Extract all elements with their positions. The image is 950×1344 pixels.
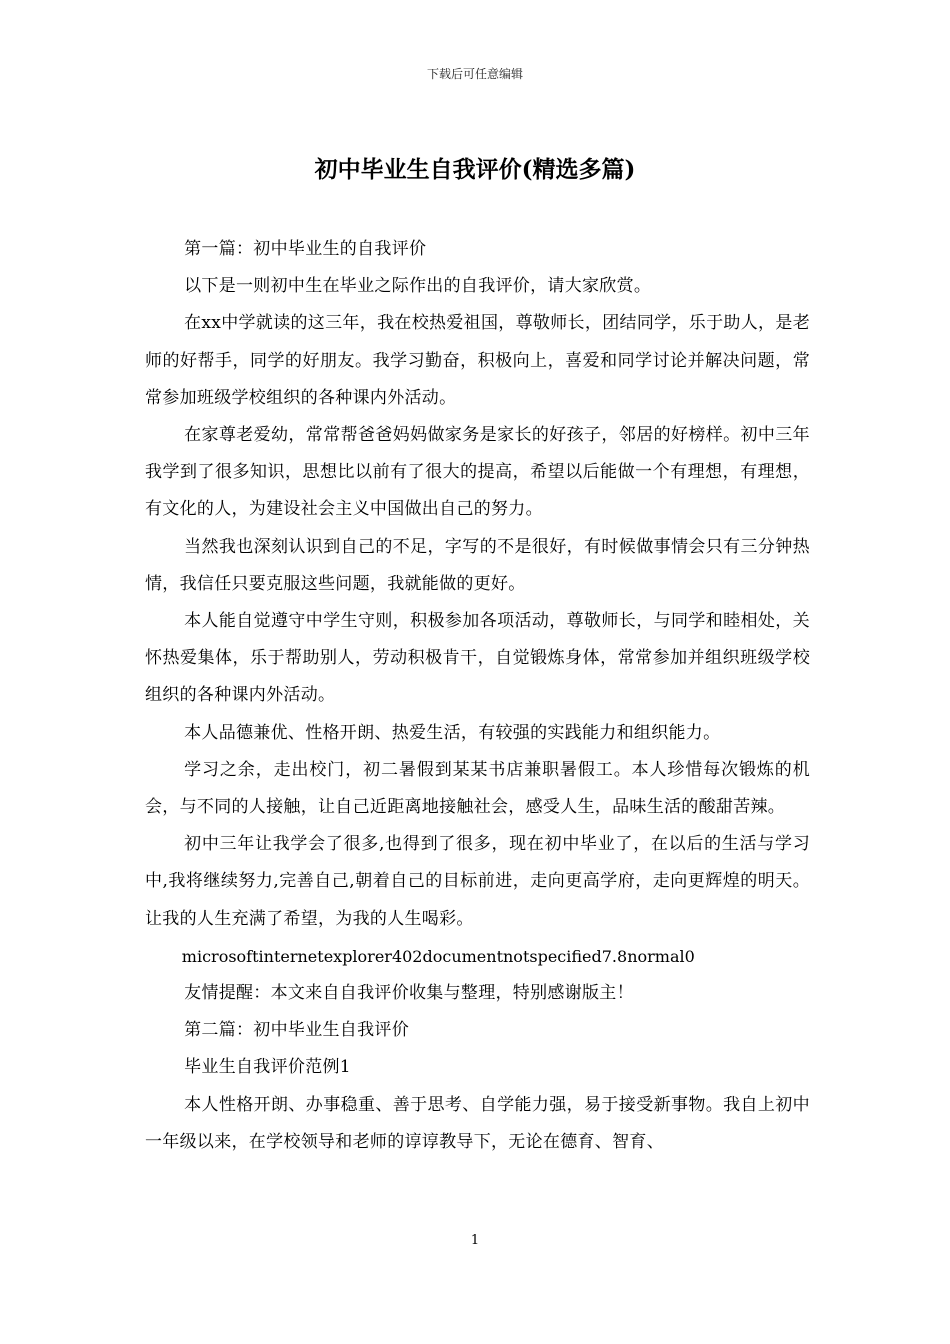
paragraph: 以下是一则初中生在毕业之际作出的自我评价，请大家欣赏。 bbox=[184, 276, 652, 297]
paragraph: 初中三年让我学会了很多,也得到了很多，现在初中毕业了，在以后的生活与学习中,我将继续努力,完善自己,朝着自己的目标前进，走向更高学府，走向更辉煌的明天。让我的人生充满了希望，为我的人生喝彩。 bbox=[145, 834, 810, 929]
paragraph: 本人能自觉遵守中学生守则，积极参加各项活动，尊敬师长，与同学和睦相处，关怀热爱集体，乐于帮助别人，劳动积极肯干，自觉锻炼身体，常常参加并组织班级学校组织的各种课内外活动。 bbox=[145, 611, 810, 706]
section-heading-2: 第二篇：初中毕业生自我评价 bbox=[184, 1020, 409, 1041]
section-heading-1: 第一篇：初中毕业生的自我评价 bbox=[184, 239, 427, 259]
paragraph: 本人性格开朗、办事稳重、善于思考、自学能力强，易于接受新事物。我自上初中一年级以来，在学校领导和老师的谆谆教导下，无论在德育、智育、 bbox=[145, 1094, 810, 1152]
page-number: 1 bbox=[470, 1233, 480, 1248]
paragraph: 学习之余，走出校门，初二暑假到某某书店兼职暑假工。本人珍惜每次锻炼的机会，与不同的人接触，让自己近距离地接触社会，感受人生，品味生活的酸甜苦辣。 bbox=[145, 759, 810, 818]
paragraph: 友情提醒：本文来自自我评价收集与整理，特别感谢版主！ bbox=[184, 983, 634, 1004]
sub-heading: 毕业生自我评价范例1 bbox=[184, 1057, 351, 1078]
paragraph-artifact-line: microsoftinternetexplorer402documentnotspecified7.8normal0 bbox=[181, 946, 695, 966]
paragraph: 本人品德兼优、性格开朗、热爱生活，有较强的实践能力和组织能力。 bbox=[184, 722, 721, 743]
header-note: 下载后可任意编辑 bbox=[426, 67, 523, 81]
document-title: 初中毕业生自我评价(精选多篇) bbox=[314, 156, 636, 183]
paragraph: 在家尊老爱幼，常常帮爸爸妈妈做家务是家长的好孩子，邻居的好榜样。初中三年我学到了很多知识，思想比以前有了很大的提高，希望以后能做一个有理想，有理想，有文化的人，为建设社会主义中国做出自己的努力。 bbox=[145, 425, 810, 520]
paragraph: 在xx中学就读的这三年，我在校热爱祖国，尊敬师长，团结同学，乐于助人，是老师的好帮手，同学的好朋友。我学习勤奋，积极向上，喜爱和同学讨论并解决问题，常常参加班级学校组织的各种课内外活动。 bbox=[145, 313, 810, 408]
paragraph: 当然我也深刻认识到自己的不足，字写的不是很好，有时候做事情会只有三分钟热情，我信任只要克服这些问题，我就能做的更好。 bbox=[145, 536, 810, 594]
document-body bbox=[145, 231, 810, 1161]
